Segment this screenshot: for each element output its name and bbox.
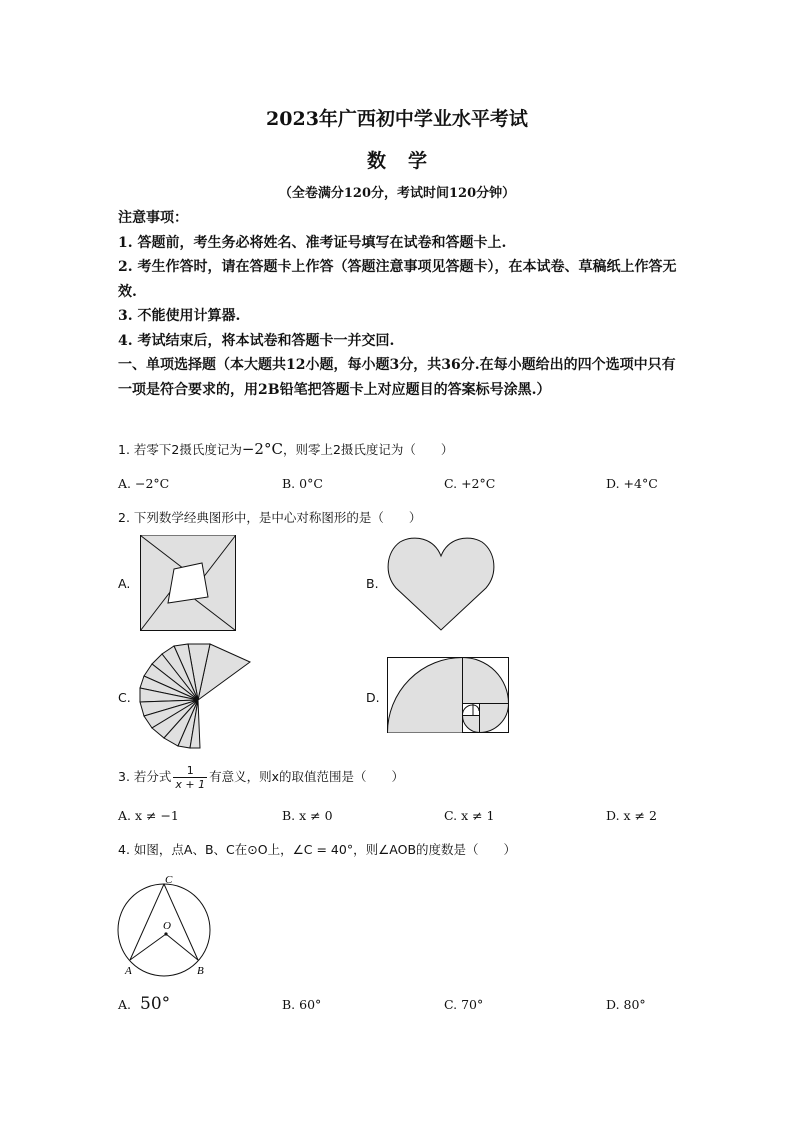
q3-option-a[interactable]: A. x ≠ −1 — [118, 808, 179, 823]
q3-stem-prefix: 3. 若分式 — [118, 769, 172, 784]
q3-stem-suffix: 有意义，则x的取值范围是（ ） — [209, 769, 405, 784]
heart-figure[interactable] — [386, 534, 496, 632]
section-heading: 一、单项选择题（本大题共12小题，每小题3分，共36分.在每小题给出的四个选项中只有一项是符合要求的，用2B铅笔把答题卡上对应题目的答案标号涂黑.） — [118, 357, 676, 398]
q2-option-c-label[interactable]: C. — [118, 690, 131, 705]
question-4-options — [118, 996, 688, 1018]
q4-option-a-value[interactable]: 50° — [140, 994, 171, 1014]
exam-info: （全卷满分120分，考试时间120分钟） — [278, 186, 516, 201]
question-4-stem: 4. 如图，点A、B、C在⊙O上，∠C = 40°，则∠AOB的度数是（ ） — [118, 842, 517, 857]
q3-option-d[interactable]: D. x ≠ 2 — [606, 808, 657, 823]
q1-option-b[interactable]: B. 0°C — [282, 476, 323, 491]
circle-figure — [116, 872, 216, 978]
question-1-stem — [118, 440, 688, 458]
q1-option-c[interactable]: C. +2°C — [444, 476, 496, 491]
q1-stem-math: −2°C — [241, 440, 283, 458]
q4-option-a-label[interactable]: A. — [118, 997, 132, 1012]
q4-option-c[interactable]: C. 70° — [444, 997, 484, 1012]
q3-option-c[interactable]: C. x ≠ 1 — [444, 808, 495, 823]
q1-stem-prefix: 1. 若零下2摄氏度记为 — [118, 442, 242, 457]
q1-stem-suffix: ，则零上2摄氏度记为（ ） — [282, 442, 454, 457]
golden-spiral-figure[interactable] — [387, 657, 509, 733]
q3-fraction-denominator: x + 1 — [175, 778, 206, 791]
question-2-stem: 2. 下列数学经典图形中，是中心对称图形的是（ ） — [118, 510, 422, 525]
pinwheel-square-figure[interactable] — [140, 535, 236, 631]
q1-option-d[interactable]: D. +4°C — [606, 476, 658, 491]
notes-section — [118, 206, 688, 402]
question-3-options — [118, 808, 688, 826]
q3-option-b[interactable]: B. x ≠ 0 — [282, 808, 333, 823]
q4-option-d[interactable]: D. 80° — [606, 997, 646, 1012]
q2-option-b-label[interactable]: B. — [366, 576, 379, 591]
note-item: 3. 不能使用计算器. — [118, 308, 241, 324]
note-item: 1. 答题前，考生务必将姓名、准考证号填写在试卷和答题卡上. — [118, 234, 507, 251]
point-a-label: A — [125, 965, 132, 977]
question-1-options — [118, 476, 688, 494]
spiral-triangles-figure[interactable] — [140, 642, 254, 750]
q3-fraction — [173, 764, 207, 791]
question-3-stem — [118, 762, 688, 792]
note-item: 2. 考生作答时，请在答题卡上作答（答题注意事项见答题卡），在本试卷、草稿纸上作答无效. — [118, 259, 677, 300]
exam-title: 2023年广西初中学业水平考试 — [266, 108, 528, 130]
q3-fraction-numerator: 1 — [173, 764, 207, 778]
notes-heading: 注意事项： — [118, 210, 188, 226]
subject-title: 数学 — [366, 150, 449, 172]
note-item: 4. 考试结束后，将本试卷和答题卡一并交回. — [118, 332, 395, 349]
point-b-label: B — [197, 965, 204, 977]
point-o-label: O — [163, 920, 171, 932]
q1-option-a[interactable]: A. −2°C — [118, 476, 170, 491]
q2-option-a-label[interactable]: A. — [118, 576, 131, 591]
q2-option-d-label[interactable]: D. — [366, 690, 380, 705]
q4-option-b[interactable]: B. 60° — [282, 997, 322, 1012]
point-c-label: C — [165, 874, 173, 886]
